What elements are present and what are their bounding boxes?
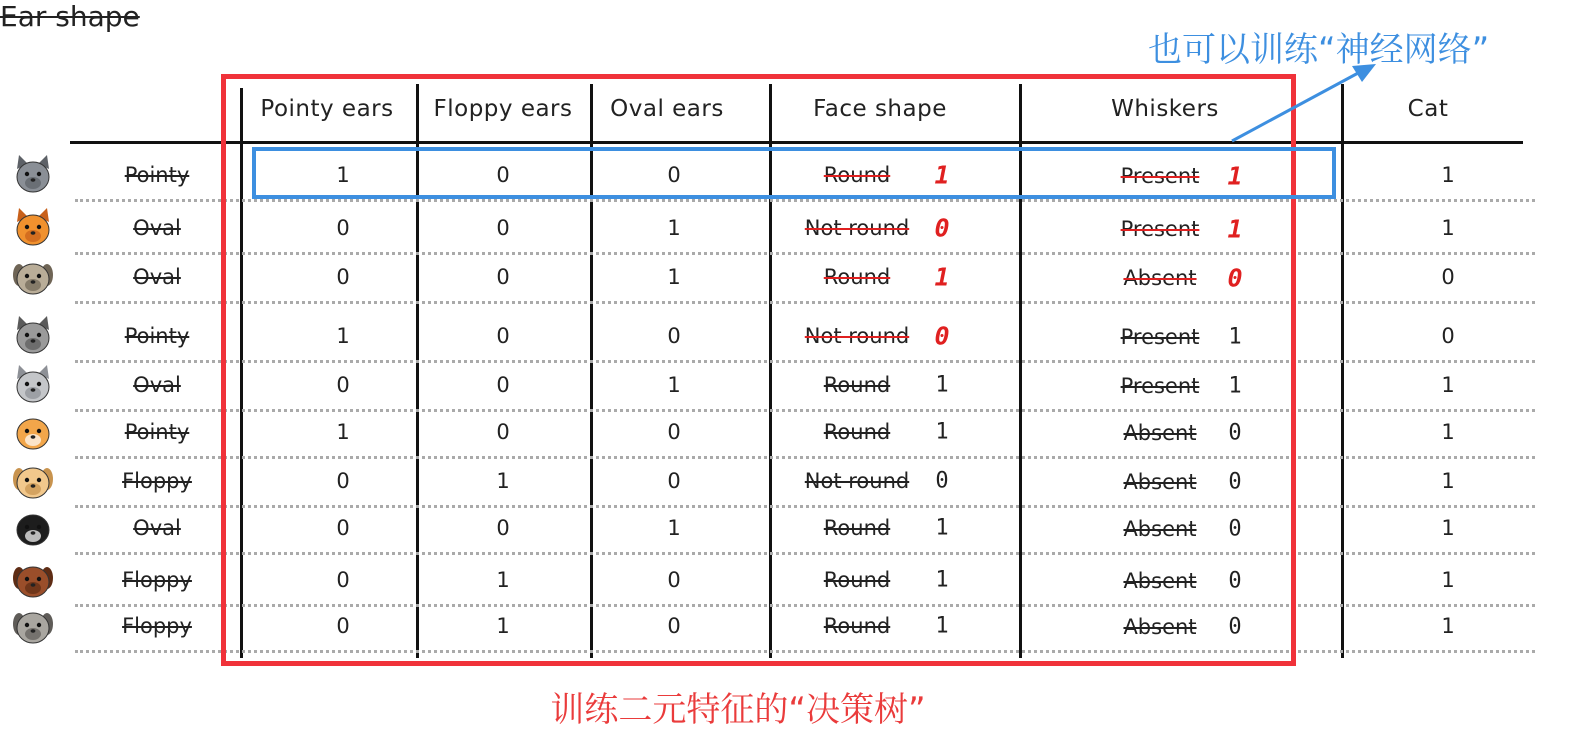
cell-cat-label: 0 xyxy=(1441,265,1455,289)
cell-floppy-ears: 0 xyxy=(496,163,510,187)
cell-oval-ears: 0 xyxy=(667,420,681,444)
cell-cat-label: 1 xyxy=(1441,420,1455,444)
cell-floppy-ears: 1 xyxy=(496,568,510,592)
cell-cat-label: 1 xyxy=(1441,163,1455,187)
cell-whiskers: Absent xyxy=(1123,569,1197,593)
cell-whiskers: Present xyxy=(1120,374,1200,398)
cell-ear-shape: Pointy xyxy=(124,163,190,187)
cell-whiskers-encoding: 1 xyxy=(1227,161,1243,191)
cell-face-encoding: 1 xyxy=(935,515,949,541)
cell-oval-ears: 1 xyxy=(667,516,681,540)
cell-ear-shape: Oval xyxy=(133,516,181,540)
cell-ear-shape: Oval xyxy=(133,373,181,397)
cell-pointy-ears: 0 xyxy=(336,614,350,638)
cell-oval-ears: 0 xyxy=(667,324,681,348)
neural-network-caption: 也可以训练“神经网络” xyxy=(1148,30,1490,70)
header-floppy-ears: Floppy ears xyxy=(433,96,573,122)
cell-whiskers: Absent xyxy=(1123,470,1197,494)
cell-ear-shape: Oval xyxy=(133,265,181,289)
cell-cat-label: 1 xyxy=(1441,614,1455,638)
cell-face-encoding: 0 xyxy=(934,321,950,351)
cell-cat-label: 1 xyxy=(1441,568,1455,592)
cell-whiskers-encoding: 0 xyxy=(1228,469,1242,495)
cell-face-shape: Round xyxy=(823,163,891,187)
cell-whiskers: Absent xyxy=(1123,615,1197,639)
cell-cat-label: 1 xyxy=(1441,373,1455,397)
cell-face-shape: Round xyxy=(823,614,891,638)
decision-tree-caption: 训练二元特征的“决策树” xyxy=(550,690,926,730)
cell-whiskers-encoding: 0 xyxy=(1227,263,1243,293)
cell-pointy-ears: 0 xyxy=(336,516,350,540)
cell-floppy-ears: 0 xyxy=(496,420,510,444)
header-pointy-ears: Pointy ears xyxy=(260,96,394,122)
cell-face-encoding: 0 xyxy=(934,213,950,243)
cell-pointy-ears: 1 xyxy=(336,420,350,444)
cell-face-encoding: 1 xyxy=(934,262,950,292)
cell-ear-shape: Pointy xyxy=(124,324,190,348)
cell-floppy-ears: 1 xyxy=(496,614,510,638)
cell-whiskers: Present xyxy=(1120,217,1200,241)
header-oval-ears: Oval ears xyxy=(610,96,724,122)
cell-cat-label: 0 xyxy=(1441,324,1455,348)
cell-face-shape: Round xyxy=(823,373,891,397)
cell-whiskers: Absent xyxy=(1123,421,1197,445)
header-ear-shape: Ear shape xyxy=(0,0,140,33)
cell-oval-ears: 0 xyxy=(667,469,681,493)
cell-face-shape: Round xyxy=(823,265,891,289)
cell-face-encoding: 0 xyxy=(935,468,949,494)
cell-oval-ears: 1 xyxy=(667,216,681,240)
cell-face-shape: Not round xyxy=(804,216,910,240)
cell-whiskers-encoding: 1 xyxy=(1228,373,1242,399)
cell-cat-label: 1 xyxy=(1441,216,1455,240)
cell-ear-shape: Pointy xyxy=(124,420,190,444)
cell-face-shape: Round xyxy=(823,516,891,540)
header-cat: Cat xyxy=(1407,96,1449,122)
cell-whiskers-encoding: 0 xyxy=(1228,420,1242,446)
cell-ear-shape: Floppy xyxy=(122,469,192,493)
cell-cat-label: 1 xyxy=(1441,516,1455,540)
cell-floppy-ears: 0 xyxy=(496,373,510,397)
cell-oval-ears: 0 xyxy=(667,568,681,592)
cell-face-shape: Round xyxy=(823,568,891,592)
cell-face-shape: Not round xyxy=(804,324,910,348)
cell-floppy-ears: 0 xyxy=(496,265,510,289)
cell-whiskers-encoding: 0 xyxy=(1228,516,1242,542)
cell-oval-ears: 1 xyxy=(667,373,681,397)
cell-ear-shape: Oval xyxy=(133,216,181,240)
cell-face-shape: Round xyxy=(823,420,891,444)
cell-floppy-ears: 0 xyxy=(496,216,510,240)
cell-pointy-ears: 0 xyxy=(336,373,350,397)
cell-whiskers-encoding: 1 xyxy=(1227,214,1243,244)
cell-face-shape: Not round xyxy=(804,469,910,493)
cell-whiskers-encoding: 1 xyxy=(1228,324,1242,350)
cell-whiskers: Absent xyxy=(1123,517,1197,541)
cell-pointy-ears: 0 xyxy=(336,265,350,289)
cell-face-encoding: 1 xyxy=(934,160,950,190)
header-face-shape: Face shape xyxy=(813,96,947,122)
cell-oval-ears: 1 xyxy=(667,265,681,289)
cell-floppy-ears: 1 xyxy=(496,469,510,493)
cell-ear-shape: Floppy xyxy=(122,614,192,638)
cell-pointy-ears: 1 xyxy=(336,324,350,348)
cell-pointy-ears: 0 xyxy=(336,568,350,592)
cell-face-encoding: 1 xyxy=(935,419,949,445)
cell-oval-ears: 0 xyxy=(667,163,681,187)
cell-face-encoding: 1 xyxy=(935,613,949,639)
cell-face-encoding: 1 xyxy=(935,372,949,398)
cell-pointy-ears: 0 xyxy=(336,469,350,493)
header-whiskers: Whiskers xyxy=(1111,96,1219,122)
cell-whiskers-encoding: 0 xyxy=(1228,568,1242,594)
cell-pointy-ears: 1 xyxy=(336,163,350,187)
cell-whiskers: Present xyxy=(1120,164,1200,188)
cell-floppy-ears: 0 xyxy=(496,324,510,348)
cell-floppy-ears: 0 xyxy=(496,516,510,540)
cell-whiskers-encoding: 0 xyxy=(1228,614,1242,640)
cell-oval-ears: 0 xyxy=(667,614,681,638)
cell-cat-label: 1 xyxy=(1441,469,1455,493)
cell-pointy-ears: 0 xyxy=(336,216,350,240)
cell-whiskers: Absent xyxy=(1123,266,1197,290)
cell-face-encoding: 1 xyxy=(935,567,949,593)
cell-whiskers: Present xyxy=(1120,325,1200,349)
cell-ear-shape: Floppy xyxy=(122,568,192,592)
